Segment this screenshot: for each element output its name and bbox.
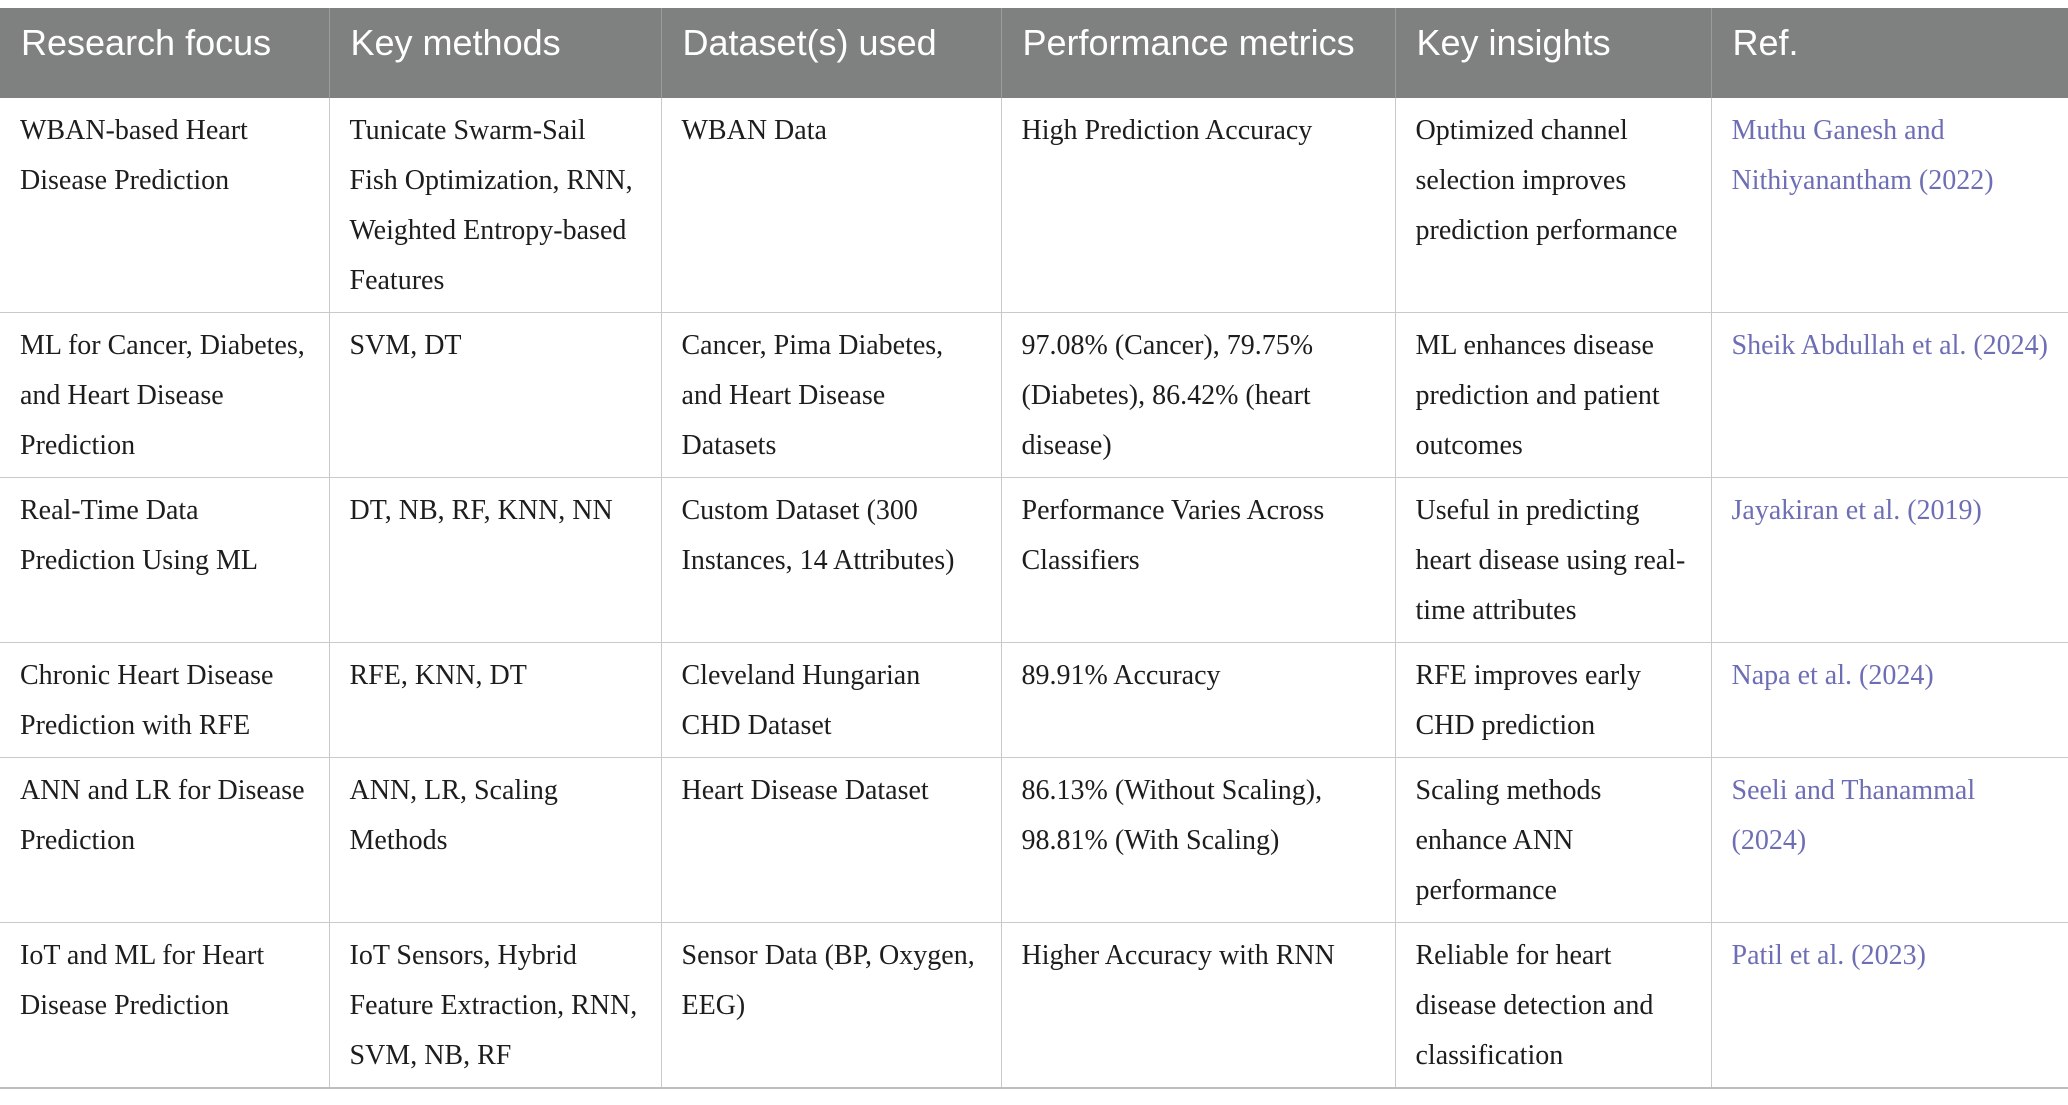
table-row bbox=[0, 313, 2068, 478]
cell-insights: ML enhances disease prediction and patient outcomes bbox=[1395, 313, 1711, 478]
cell-insights: Reliable for heart disease detection and classification bbox=[1395, 923, 1711, 1089]
cell-performance: 89.91% Accuracy bbox=[1001, 643, 1395, 758]
cell-ref-link[interactable]: Sheik Abdullah et al. (2024) bbox=[1711, 313, 2068, 478]
cell-datasets: WBAN Data bbox=[661, 98, 1001, 313]
cell-research-focus: IoT and ML for Heart Disease Prediction bbox=[0, 923, 329, 1089]
cell-key-methods: IoT Sensors, Hybrid Feature Extraction, RNN, SVM, NB, RF bbox=[329, 923, 661, 1089]
cell-performance: 97.08% (Cancer), 79.75% (Diabetes), 86.42% (heart disease) bbox=[1001, 313, 1395, 478]
cell-ref-link[interactable]: Patil et al. (2023) bbox=[1711, 923, 2068, 1089]
table-row bbox=[0, 643, 2068, 758]
cell-ref-link[interactable]: Muthu Ganesh and Nithiyanantham (2022) bbox=[1711, 98, 2068, 313]
cell-research-focus: Chronic Heart Disease Prediction with RFE bbox=[0, 643, 329, 758]
cell-datasets: Cleveland Hungarian CHD Dataset bbox=[661, 643, 1001, 758]
cell-key-methods: ANN, LR, Scaling Methods bbox=[329, 758, 661, 923]
cell-datasets: Sensor Data (BP, Oxygen, EEG) bbox=[661, 923, 1001, 1089]
cell-ref-link[interactable]: Jayakiran et al. (2019) bbox=[1711, 478, 2068, 643]
header-ref: Ref. bbox=[1711, 8, 2068, 98]
header-key-insights: Key insights bbox=[1395, 8, 1711, 98]
header-row bbox=[0, 8, 2068, 98]
table-row bbox=[0, 98, 2068, 313]
cell-research-focus: ANN and LR for Disease Prediction bbox=[0, 758, 329, 923]
cell-performance: 86.13% (Without Scaling), 98.81% (With Scaling) bbox=[1001, 758, 1395, 923]
cell-key-methods: DT, NB, RF, KNN, NN bbox=[329, 478, 661, 643]
cell-key-methods: RFE, KNN, DT bbox=[329, 643, 661, 758]
cell-research-focus: ML for Cancer, Diabetes, and Heart Disease Prediction bbox=[0, 313, 329, 478]
cell-insights: Useful in predicting heart disease using real-time attributes bbox=[1395, 478, 1711, 643]
cell-research-focus: Real-Time Data Prediction Using ML bbox=[0, 478, 329, 643]
table-row bbox=[0, 758, 2068, 923]
cell-performance: Higher Accuracy with RNN bbox=[1001, 923, 1395, 1089]
cell-datasets: Heart Disease Dataset bbox=[661, 758, 1001, 923]
table-body bbox=[0, 98, 2068, 1088]
header-key-methods: Key methods bbox=[329, 8, 661, 98]
table-row bbox=[0, 923, 2068, 1089]
cell-performance: Performance Varies Across Classifiers bbox=[1001, 478, 1395, 643]
cell-insights: Optimized channel selection improves prediction performance bbox=[1395, 98, 1711, 313]
table-header bbox=[0, 8, 2068, 98]
cell-research-focus: WBAN-based Heart Disease Prediction bbox=[0, 98, 329, 313]
cell-datasets: Custom Dataset (300 Instances, 14 Attributes) bbox=[661, 478, 1001, 643]
table-row bbox=[0, 478, 2068, 643]
literature-review-table bbox=[0, 8, 2068, 1089]
cell-ref-link[interactable]: Seeli and Thanammal (2024) bbox=[1711, 758, 2068, 923]
cell-key-methods: SVM, DT bbox=[329, 313, 661, 478]
header-research-focus: Research focus bbox=[0, 8, 329, 98]
cell-performance: High Prediction Accuracy bbox=[1001, 98, 1395, 313]
cell-datasets: Cancer, Pima Diabetes, and Heart Disease Datasets bbox=[661, 313, 1001, 478]
header-datasets-used: Dataset(s) used bbox=[661, 8, 1001, 98]
literature-table-container bbox=[0, 8, 2068, 1089]
cell-insights: Scaling methods enhance ANN performance bbox=[1395, 758, 1711, 923]
header-performance-metrics: Performance metrics bbox=[1001, 8, 1395, 98]
cell-ref-link[interactable]: Napa et al. (2024) bbox=[1711, 643, 2068, 758]
cell-insights: RFE improves early CHD prediction bbox=[1395, 643, 1711, 758]
cell-key-methods: Tunicate Swarm-Sail Fish Optimization, RNN, Weighted Entropy-based Features bbox=[329, 98, 661, 313]
